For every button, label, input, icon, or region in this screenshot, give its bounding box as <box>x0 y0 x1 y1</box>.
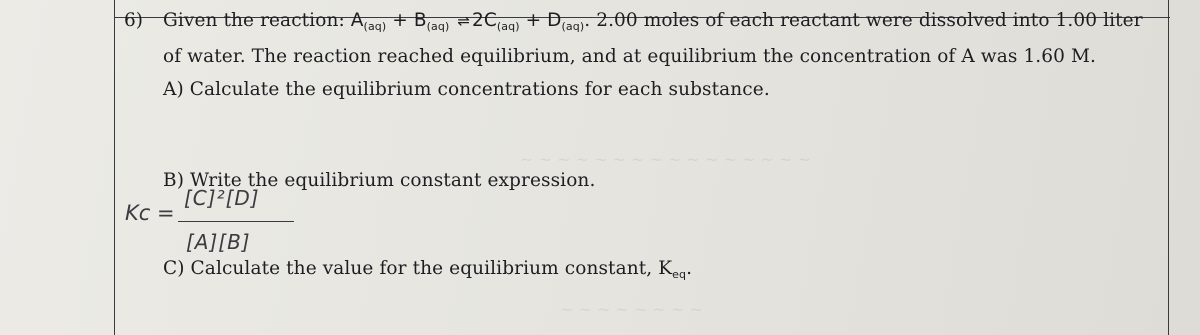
part-b-prompt: B) Write the equilibrium constant expression. <box>163 170 596 191</box>
plus-sign: + <box>519 10 548 31</box>
phase-b: (aq) <box>426 20 450 33</box>
question-number: 6) <box>124 10 143 31</box>
handwritten-numerator: [C]²[D] <box>184 186 260 210</box>
phase-d: (aq) <box>561 20 585 33</box>
handwritten-kc-label: Kc = <box>125 201 175 225</box>
keq-subscript: eq <box>672 268 687 281</box>
plus-sign: + <box>386 10 414 31</box>
part-c-period: . <box>686 258 693 279</box>
species-b: B <box>413 10 427 31</box>
handwritten-fraction-bar <box>178 221 294 222</box>
phase-c: (aq) <box>496 20 520 33</box>
bleed-through-text: ~ ~ ~ ~ ~ ~ ~ ~ ~ ~ ~ ~ ~ ~ ~ ~ <box>520 150 811 169</box>
part-c-prompt <box>163 258 692 281</box>
species-d: D <box>547 10 562 31</box>
bleed-through-text: ~ ~ ~ ~ ~ ~ ~ ~ <box>560 300 703 319</box>
part-c-text: C) Calculate the value for the equilibrium constant, K <box>163 258 673 279</box>
reaction-intro: Given the reaction: <box>163 10 351 31</box>
species-c: 2C <box>472 10 497 31</box>
handwritten-denominator: [A][B] <box>186 230 251 254</box>
equilibrium-arrow-icon: ⇌ <box>457 12 470 30</box>
question-text-line-2: of water. The reaction reached equilibrium, and at equilibrium the concentration of A was 1.60 M. <box>163 46 1097 67</box>
reaction-conditions: . 2.00 moles of each reactant were dissolved into 1.00 liter <box>584 10 1143 31</box>
question-box-left-border <box>114 0 115 335</box>
question-box-right-border <box>1168 0 1169 335</box>
phase-a: (aq) <box>363 20 387 33</box>
reaction-statement <box>163 10 1143 33</box>
part-a-prompt: A) Calculate the equilibrium concentrations for each substance. <box>163 79 770 100</box>
species-a: A <box>350 10 364 31</box>
